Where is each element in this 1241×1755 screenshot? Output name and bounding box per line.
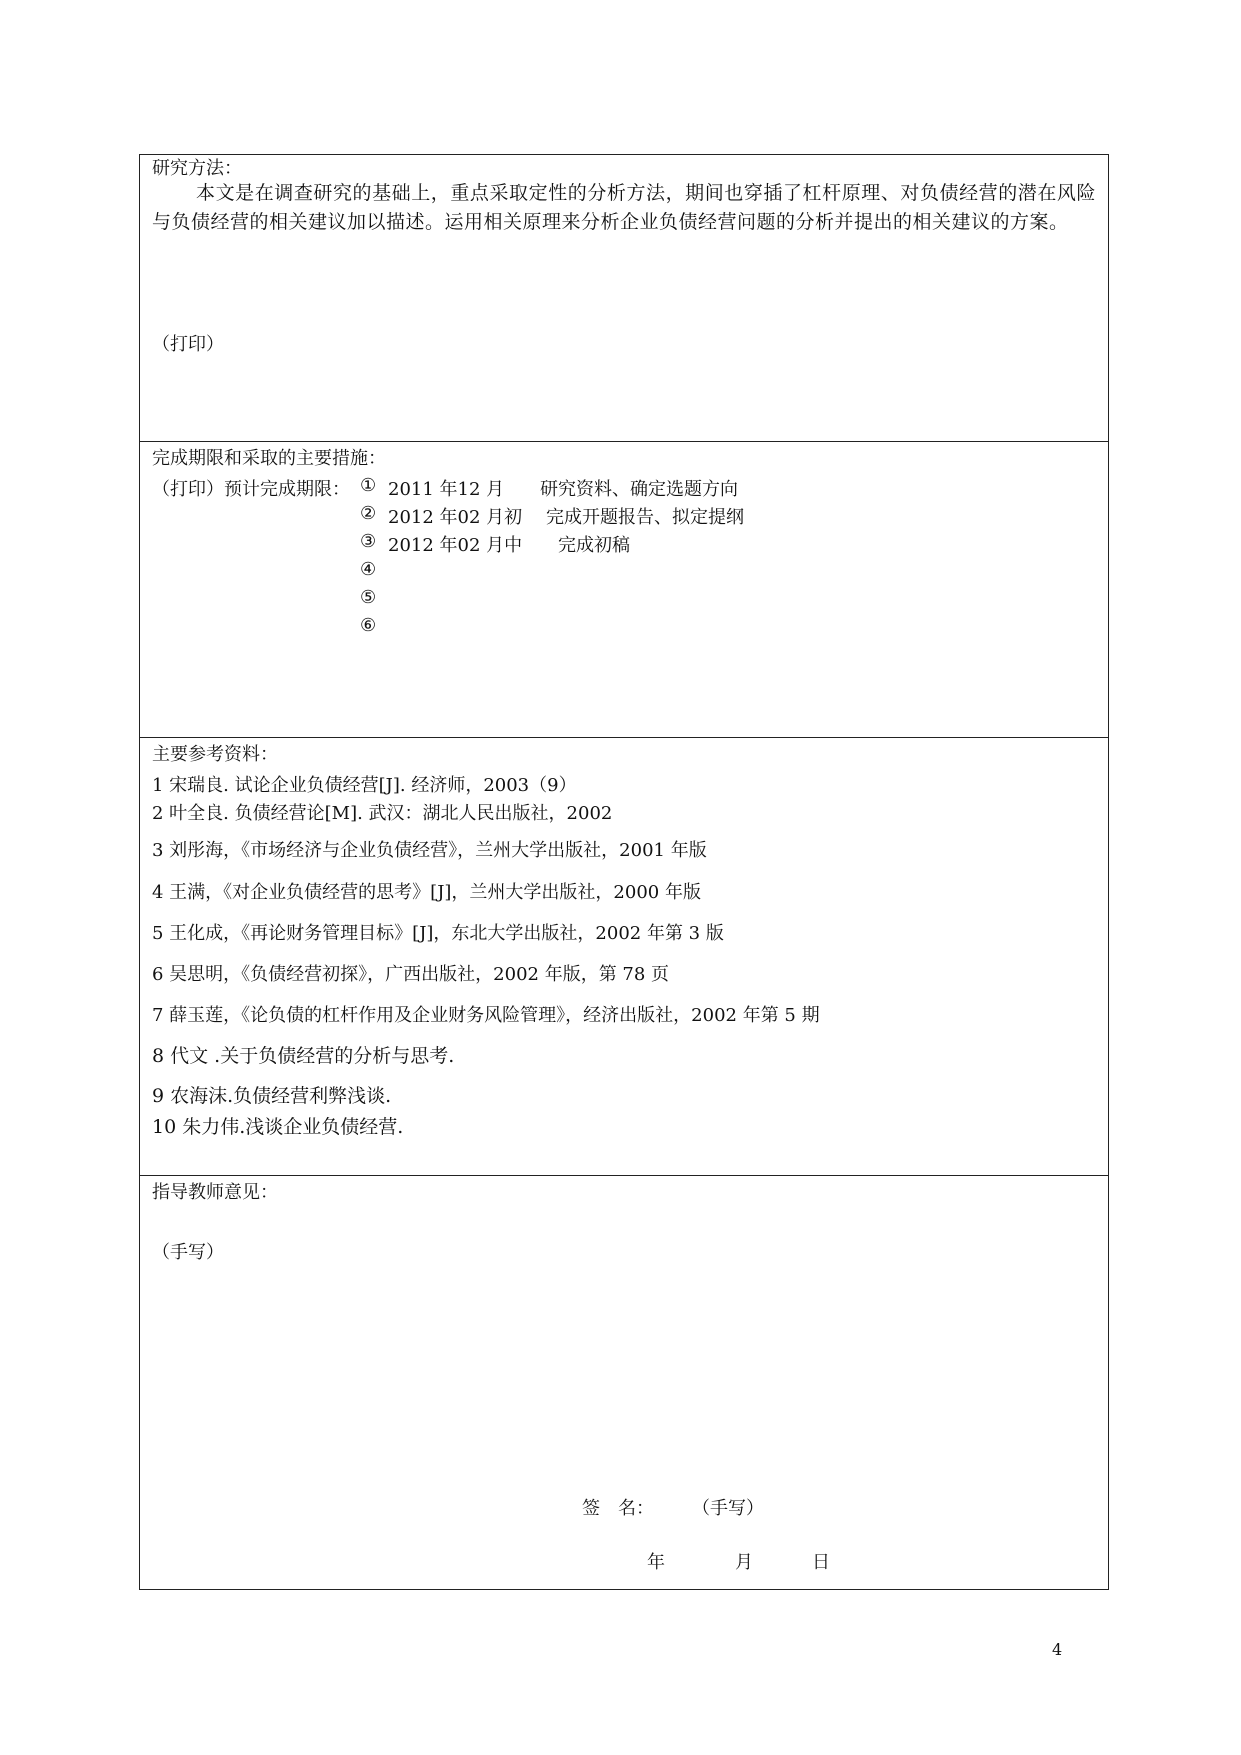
advisor-section	[140, 1176, 1108, 1589]
references-heading: 主要参考资料：	[152, 744, 278, 765]
schedule-date-2: 2012 年02 月初	[388, 507, 523, 528]
schedule-task-2: 完成开题报告、拟定提纲	[546, 507, 744, 528]
schedule-marker-6: ⑥	[360, 615, 377, 636]
schedule-marker-2: ②	[360, 503, 377, 524]
reference-item: 8 代文 .关于负债经营的分析与思考.	[152, 1045, 455, 1067]
signature-label: 签 名：	[582, 1498, 654, 1519]
methods-print-note: （打印）	[152, 334, 224, 355]
reference-item: 5 王化成，《再论财务管理目标》[J]，东北大学出版社，2002 年第 3 版	[152, 923, 724, 944]
reference-item: 6 吴思明，《负债经营初探》，广西出版社，2002 年版，第 78 页	[152, 964, 670, 985]
schedule-task-1: 研究资料、确定选题方向	[540, 479, 738, 500]
reference-item: 7 薛玉莲，《论负债的杠杆作用及企业财务风险管理》，经济出版社，2002 年第 5 期	[152, 1005, 820, 1026]
schedule-marker-5: ⑤	[360, 587, 377, 608]
methods-body: 本文是在调查研究的基础上，重点采取定性的分析方法，期间也穿插了杠杆原理、对负债经营的潜在风险与负债经营的相关建议加以描述。运用相关原理来分析企业负债经营问题的分析并提出的相关建议的方案。	[152, 182, 1096, 233]
schedule-marker-4: ④	[360, 559, 377, 580]
date-day-label: 日	[812, 1552, 830, 1573]
reference-item: 4 王满，《对企业负债经营的思考》[J]，兰州大学出版社，2000 年版	[152, 882, 701, 903]
reference-item: 2 叶全良. 负债经营论[M]. 武汉：湖北人民出版社，2002	[152, 803, 613, 824]
reference-item: 3 刘彤海，《市场经济与企业负债经营》，兰州大学出版社，2001 年版	[152, 840, 707, 861]
schedule-marker-1: ①	[360, 475, 377, 496]
methods-heading: 研究方法：	[152, 158, 242, 179]
signature-handwrite-note: （手写）	[692, 1498, 764, 1519]
schedule-date-1: 2011 年12 月	[388, 479, 505, 500]
reference-item: 9 农海沫.负债经营利弊浅谈.	[152, 1085, 392, 1107]
schedule-heading: 完成期限和采取的主要措施：	[152, 448, 386, 469]
proposal-form-table	[139, 154, 1109, 1590]
reference-item: 10 朱力伟.浅谈企业负债经营.	[152, 1116, 404, 1138]
date-month-label: 月	[735, 1552, 753, 1573]
schedule-task-3: 完成初稿	[558, 535, 630, 556]
advisor-handwrite-note: （手写）	[152, 1242, 224, 1263]
schedule-date-3: 2012 年02 月中	[388, 535, 523, 556]
advisor-heading: 指导教师意见：	[152, 1182, 278, 1203]
reference-item: 1 宋瑞良. 试论企业负债经营[J]. 经济师，2003（9）	[152, 775, 577, 796]
schedule-section	[140, 442, 1108, 738]
references-section	[140, 738, 1108, 1176]
methods-section	[140, 155, 1108, 442]
schedule-lead: （打印）预计完成期限：	[152, 479, 350, 500]
page-number: 4	[1052, 1640, 1063, 1659]
date-year-label: 年	[647, 1552, 665, 1573]
schedule-marker-3: ③	[360, 531, 377, 552]
